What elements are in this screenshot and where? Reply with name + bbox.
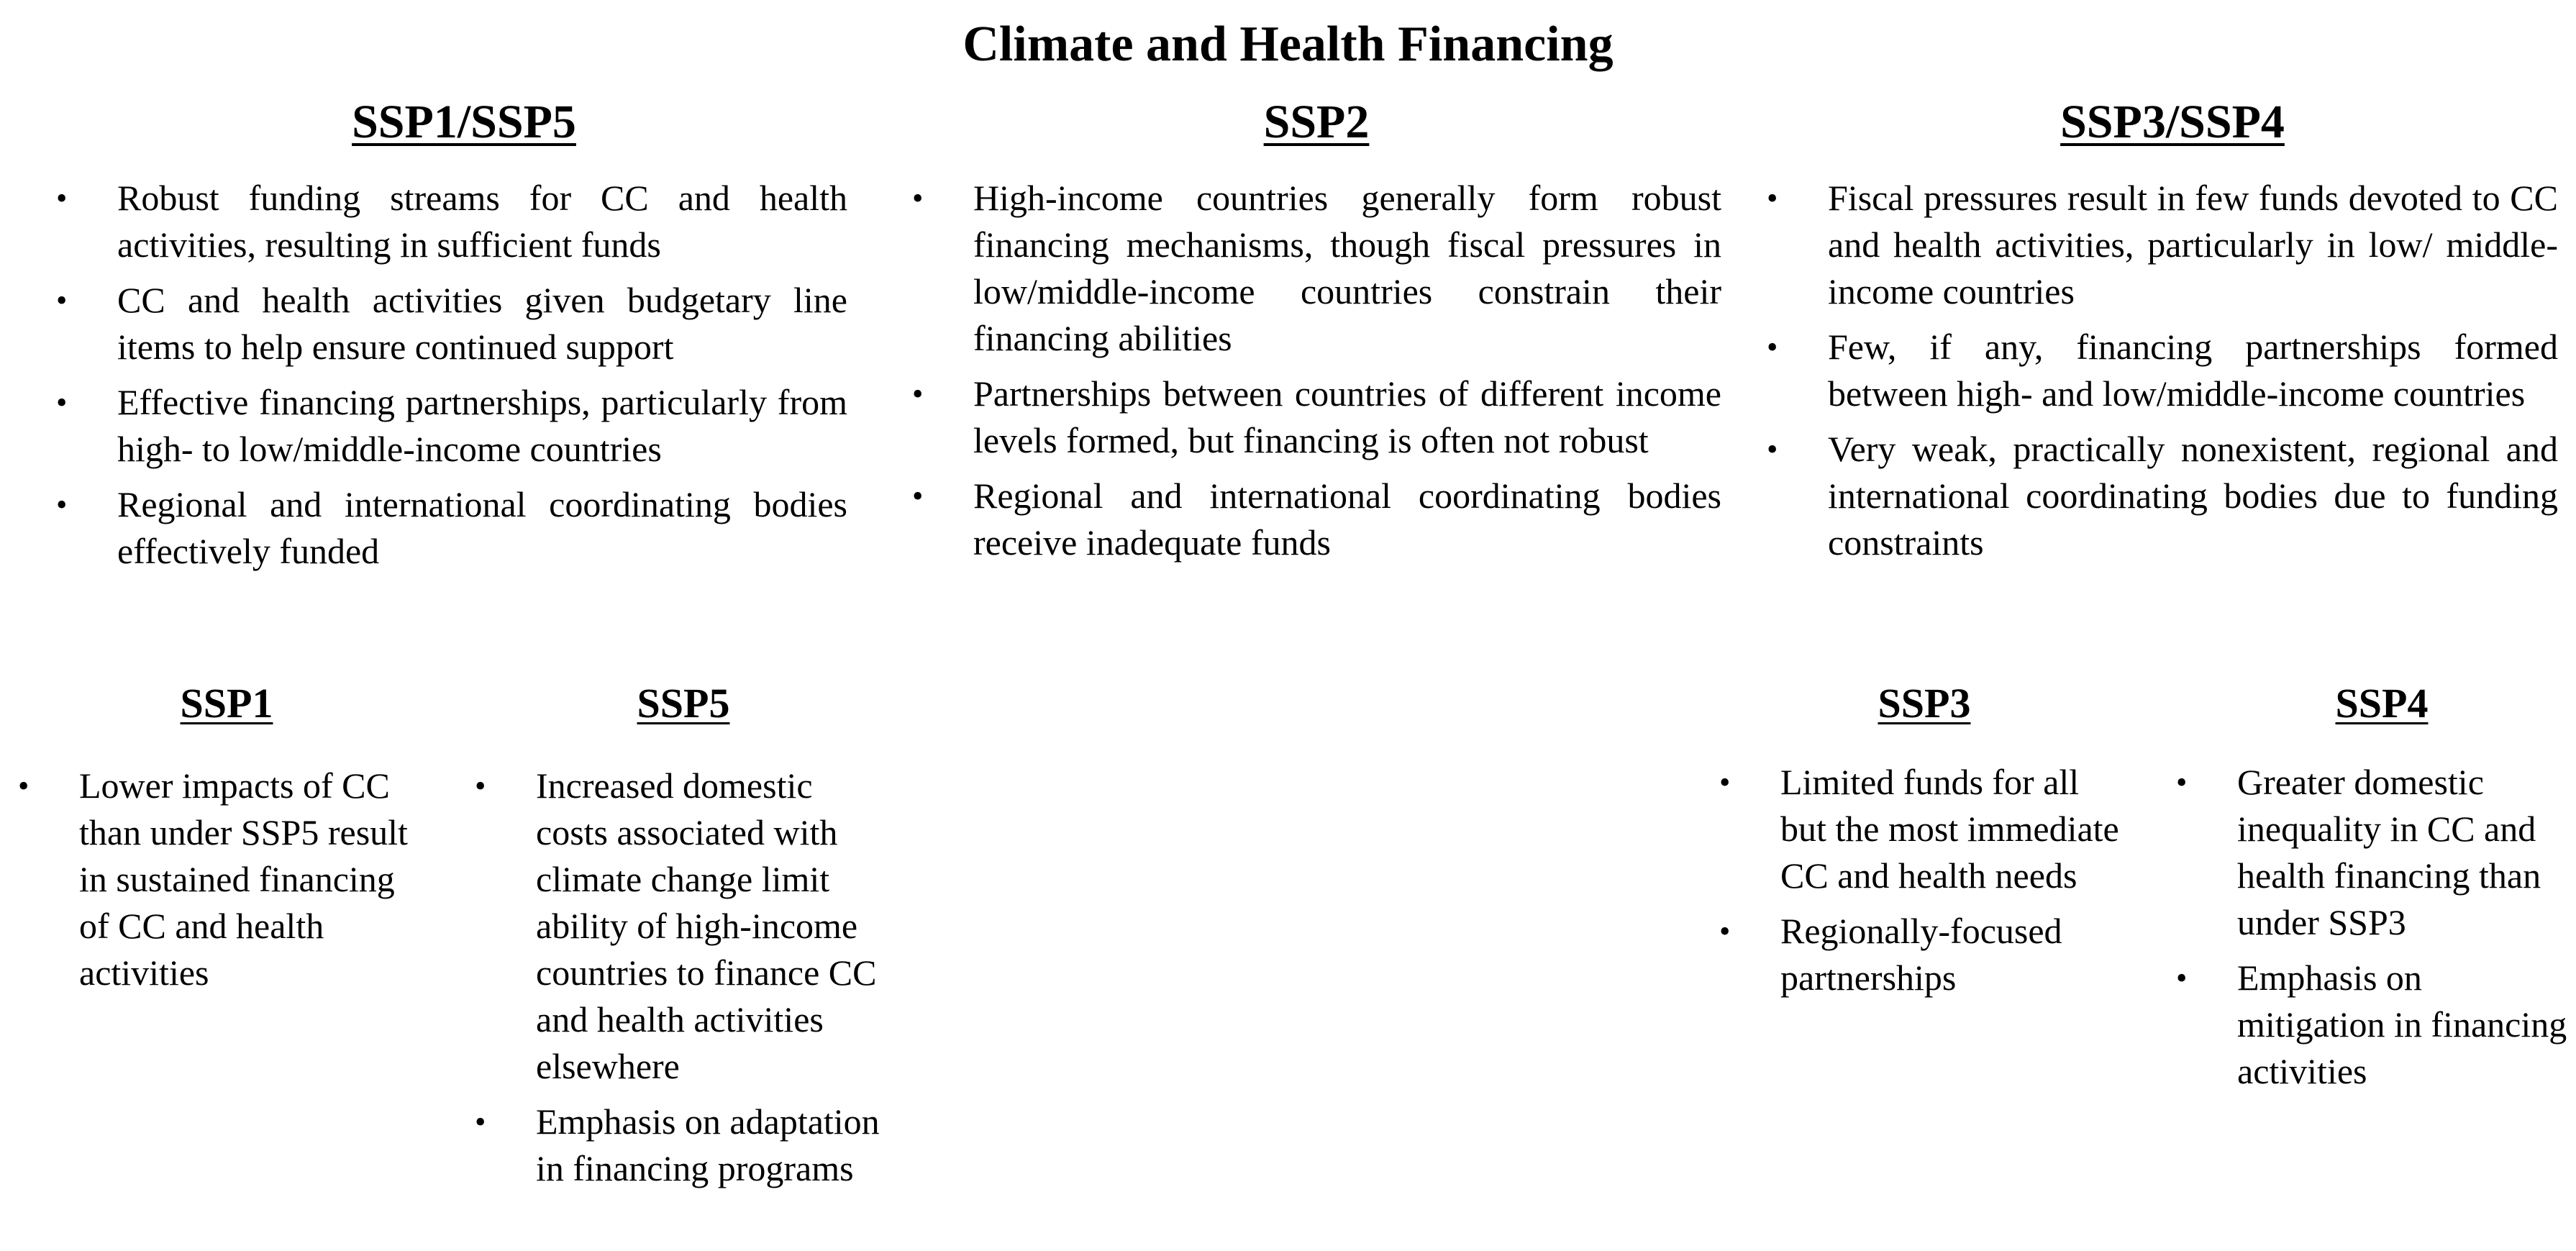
list-item: • Robust funding streams for CC and health activities, resulting in sufficient funds — [56, 175, 847, 268]
page-title: Climate and Health Financing — [962, 17, 1614, 72]
ssp3-bullet-list — [1719, 759, 2122, 1010]
heading-ssp5: SSP5 — [637, 680, 730, 727]
list-item: • Lower impacts of CC than under SSP5 result in sustained financing of CC and health activities — [18, 763, 421, 996]
heading-ssp3-ssp4: SSP3/SSP4 — [2060, 96, 2285, 148]
list-item: • Greater domestic inequality in CC and health financing than under SSP3 — [2176, 759, 2576, 946]
list-item: • High-income countries generally form robust financing mechanisms, though fiscal pressures in low/middle-income countries constrain their financing abilities — [912, 175, 1721, 362]
list-item: • Effective financing partnerships, particularly from high- to low/middle-income countries — [56, 379, 847, 473]
list-item: • Few, if any, financing partnerships formed between high- and low/middle-income countries — [1767, 324, 2558, 417]
list-item: • Very weak, practically nonexistent, regional and international coordinating bodies due to funding constraints — [1767, 426, 2558, 566]
ssp2-bullet-list — [912, 175, 1721, 575]
list-item: • Partnerships between countries of different income levels formed, but financing is often not robust — [912, 370, 1721, 464]
ssp1-bullet-list — [18, 763, 421, 1005]
heading-ssp2: SSP2 — [1263, 96, 1370, 148]
ssp4-bullet-list — [2176, 759, 2576, 1104]
list-item: • Regional and international coordinating bodies receive inadequate funds — [912, 473, 1721, 566]
ssp1-ssp5-bullet-list — [56, 175, 847, 583]
heading-ssp3: SSP3 — [1878, 680, 1971, 727]
list-item: • Regionally-focused partnerships — [1719, 908, 2122, 1001]
list-item: • CC and health activities given budgetary line items to help ensure continued support — [56, 277, 847, 370]
list-item: • Emphasis on mitigation in financing activities — [2176, 955, 2576, 1095]
heading-ssp4: SSP4 — [2335, 680, 2429, 727]
heading-ssp1-ssp5: SSP1/SSP5 — [352, 96, 576, 148]
heading-ssp1: SSP1 — [180, 680, 273, 727]
list-item: • Fiscal pressures result in few funds devoted to CC and health activities, particularly in low/ middle-income countries — [1767, 175, 2558, 315]
list-item: • Emphasis on adaptation in financing programs — [475, 1098, 892, 1192]
list-item: • Increased domestic costs associated with climate change limit ability of high-income countries to finance CC and health activities elsewhere — [475, 763, 892, 1090]
list-item: • Limited funds for all but the most immediate CC and health needs — [1719, 759, 2122, 899]
list-item: • Regional and international coordinating bodies effectively funded — [56, 481, 847, 575]
ssp3-ssp4-bullet-list — [1767, 175, 2558, 575]
ssp5-bullet-list — [475, 763, 892, 1201]
